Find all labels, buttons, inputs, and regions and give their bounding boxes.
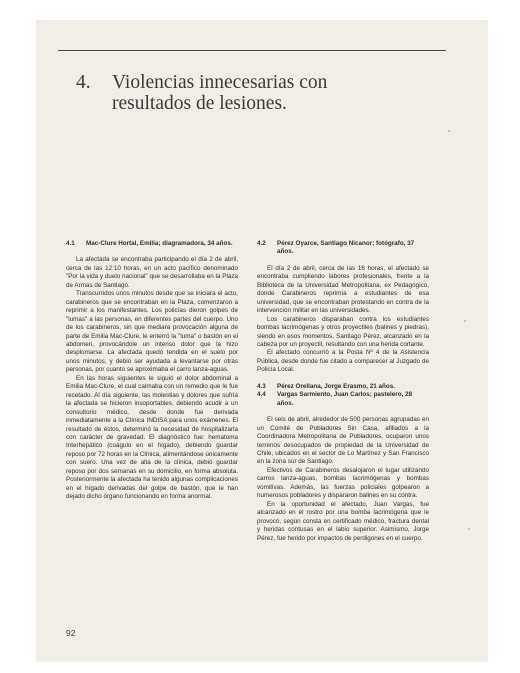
paragraph: En las horas siguientes le siguió el dolor abdominal a Emilia Mac-Clure, el cual calmaba con un remedio que le fue recetado. Al día siguiente, las molestias y dolores que sufría la afectada se hicieron insoportables, debiendo acudir a un consultorio médico, desde donde fue derivada inmediatamente a la Clínica INDISA para unos exámenes. El resultado de éstos, determinó la necesidad de hospitalizarla con carácter de gravedad. El diagnóstico fue: hematoma Interhepático (coágulo en el hígado), debiendo guardar reposo por 72 horas en la Clínica, alimentándose únicamente con suero. Una vez de alta de la clínica, debió guardar reposo por dos semanas en su domicilio, en forma absoluta. Posteriormente la afectada ha tenido algunas complicaciones en el hígado derivadas del golpe de bastón, que le han dejado dicho órgano funcionando en forma anormal.	[66, 374, 238, 501]
left-column	[66, 240, 238, 502]
document-page	[36, 20, 488, 662]
section-number: 4.3	[257, 382, 266, 390]
speck	[448, 130, 450, 132]
speck	[468, 528, 470, 530]
spacer	[257, 375, 429, 383]
section-heading-4-2	[257, 240, 429, 257]
paragraph: Efectivos de Carabineros desalojaron el lugar utilizando carros lanza-aguas, bombas lacrimógenas y bombas vomitivas. Además, las fuerzas policiales golpearon a numerosos pobladores y dispararon balines en su contra.	[257, 466, 429, 500]
section-title: Mac-Clure Hortal, Emilia; diagramadora, 34 años.	[86, 240, 233, 247]
paragraph: Transcurridos unos minutos desde que se iniciara el acto, carabineros que se encontraban en la Plaza, comenzaron a reprimir a los manifestantes. Los policías dieron golpes de "lumas" a las personas, en diferentes partes del cuerpo. Uno de los carabineros, sin que mediara provocación alguna de parte de Emilia Mac-Clure, le enterró la "luma" o bastón en el abdomen, provocándole un intenso dolor que la hizo desplomarse. La afectada quedó tendida en el suelo por unos minutos, y debió ser ayudada a levantarse por otras personas, por cuanto se aproximaba el carro lanza-aguas.	[66, 290, 238, 374]
paragraph: El seis de abril, alrededor de 500 personas agrupadas en un Comité de Pobladores Sin Casa, afiliados a la Coordinadora Metropolitana de Pobladores, ocuparon unos terrenos desocupados de propiedad de la Universidad de Chile, ubicados en el sector de Lo Martínez y San Francisco en la zona sur de Santiago.	[257, 416, 429, 466]
section-number: 4.2	[257, 240, 266, 247]
section-heading-4-3	[257, 383, 429, 391]
section-heading-4-1	[66, 240, 238, 248]
paragraph: El día 2 de abril, cerca de las 16 horas, el afectado se encontraba cumpliendo labores profesionales, frente a la Biblioteca de la Universidad Metropolitana, ex Pedagógico, donde Carabineros reprimía a estudiantes de esa universidad, que se encontraban protestando en contra de la intervención militar en las universidades.	[257, 264, 429, 315]
top-rule	[58, 50, 446, 51]
chapter-title: Violencias innecesarias con resultados de lesiones.	[112, 72, 328, 114]
right-column	[257, 240, 429, 543]
section-heading-4-4	[257, 391, 429, 408]
page-number: 92	[66, 628, 76, 638]
paragraph: La afectada se encontraba participando el día 2 de abril, cerca de las 12:10 horas, en un acto pacífico denominado "Por la vida y duelo nacional" que se desarrollaba en la Plaza de Armas de Santiago.	[66, 256, 238, 289]
paragraph: Los carabineros disparaban contra los estudiantes bombas lacrimógenas y otros proyectiles (balines y piedras), siendo en esos momentos, Santiago Pérez, alcanzado en la cabeza por un proyectil, resultando con una herida cortante.	[257, 315, 429, 348]
section-number: 4.1	[66, 240, 75, 247]
speck	[464, 320, 466, 322]
section-number: 4.4	[257, 391, 266, 399]
section-title: Pérez Orellana, Jorge Erasmo, 21 años.	[277, 382, 395, 390]
paragraph: En la oportunidad el afectado, Juan Vargas, fue alcanzado en el rostro por una bomba lacrimógena que le provocó, según consta en certificado médico, fractura dental y heridas contusas en el labio superior. Asimismo, Jorge Pérez, fue herido por impactos de perdigones en el cuerpo.	[257, 500, 429, 542]
paragraph: El afectado concurrió a la Posta Nº 4 de la Asistencia Pública, desde donde fue citado a comparecer al Juzgado de Policía Local.	[257, 349, 429, 374]
chapter-number: 4.	[76, 72, 91, 93]
section-title: Vargas Sarmiento, Juan Carlos; pastelero, 28 años.	[277, 391, 413, 407]
section-title: Pérez Oyarce, Santiago Nicanor; fotógrafo, 37 años.	[277, 240, 415, 256]
